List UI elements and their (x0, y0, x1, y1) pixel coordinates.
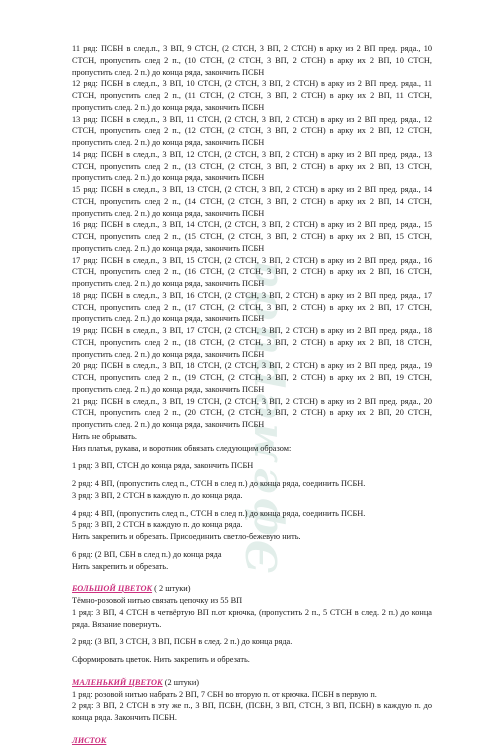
fasten-note: Нить закрепить и обрезать. Присоединить светло-бежевую нить. (72, 532, 301, 541)
edging-intro: Низ платья, рукава, и воротник обвязать следующим образом: (72, 443, 292, 453)
small-flower-line: 1 ряд: розовой нитью набрать 2 ВП, 7 СБН во вторую п. от крючка. ПСБН в первую п. (72, 689, 377, 699)
big-flower-line: Тёмно-розовой нитью связать цепочку из 55 ВП (72, 596, 243, 605)
row-20: 20 ряд: ПСБН в след.п., 3 ВП, 18 СТСН, (2 СТСН, 3 ВП, 2 СТСН) в арку из 2 ВП пред. ряда., 19 СТСН, пропустить след 2 п., (19 СТСН, (2 СТСН, 3 ВП, 2 СТСН) в арку их 2 ВП, 19 СТСН, пропустить след. 2 п.) до конца ряда, закончить ПСБН (72, 361, 432, 394)
edging-row-4: 4 ряд: 4 ВП, (пропустить след п., СТСН в след п.) до конца ряда, соединить ПСБН. (72, 508, 366, 518)
edging-row-1: 1 ряд: 3 ВП, СТСН до конца ряда, закончить ПСБН (72, 461, 254, 471)
row-19: 19 ряд: ПСБН в след.п., 3 ВП, 17 СТСН, (2 СТСН, 3 ВП, 2 СТСН) в арку из 2 ВП пред. ряда., 18 СТСН, пропустить след 2 п., (18 СТСН, (2 СТСН, 3 ВП, 2 СТСН) в арку их 2 ВП, 18 СТСН, пропустить след. 2 п.) до конца ряда, закончить ПСБН (72, 326, 432, 359)
big-flower-line: Сформировать цветок. Нить закрепить и обрезать. (72, 655, 250, 664)
row-21: 21 ряд: ПСБН в след.п., 3 ВП, 19 СТСН, (2 СТСН, 3 ВП, 2 СТСН) в арку из 2 ВП пред. ряда., 20 СТСН, пропустить след 2 п., (20 СТСН, (2 СТСН, 3 ВП, 2 СТСН) в арку их 2 ВП, 20 СТСН, пропустить след. 2 п.) до конца ряда, закончить ПСБН (72, 396, 432, 429)
leaf-heading (72, 735, 432, 747)
row-13: 13 ряд: ПСБН в след.п., 3 ВП, 11 СТСН, (2 СТСН, 3 ВП, 2 СТСН) в арку из 2 ВП пред. ряда., 12 СТСН, пропустить след 2 п., (12 СТСН, (2 СТСН, 3 ВП, 2 СТСН) в арку их 2 ВП, 12 СТСН, пропустить след. 2 п.) до конца ряда, закончить ПСБН (72, 114, 432, 147)
big-flower-line: 1 ряд: 3 ВП, 4 СТСН в четвёртую ВП п.от крючка, (пропустить 2 п., 5 СТСН в след. 2 п.) до конца ряда. Вязание повернуть. (72, 607, 432, 629)
edging-row-5: 5 ряд: 3 ВП, 2 СТСН в каждую п. до конца ряда. (72, 520, 243, 530)
leaf-title: ЛИСТОК (72, 735, 107, 745)
row-16: 16 ряд: ПСБН в след.п., 3 ВП, 14 СТСН, (2 СТСН, 3 ВП, 2 СТСН) в арку из 2 ВП пред. ряда., 15 СТСН, пропустить след 2 п., (15 СТСН, (2 СТСН, 3 ВП, 2 СТСН) в арку их 2 ВП, 15 СТСН, пропустить след. 2 п.) до конца ряда, закончить ПСБН (72, 220, 432, 253)
edging-row-2: 2 ряд: 4 ВП, (пропустить след п., СТСН в след п.) до конца ряда, соединить ПСБН. (72, 479, 366, 488)
small-flower-line: 2 ряд: 3 ВП, 2 СТСН в эту же п., 3 ВП, ПСБН, (ПСБН, 3 ВП, СТСН, 3 ВП, ПСБН) в каждую п. до конца ряда. Закончить ПСБН. (72, 701, 432, 722)
row-17: 17 ряд: ПСБН в след.п., 3 ВП, 15 СТСН, (2 СТСН, 3 ВП, 2 СТСН) в арку из 2 ВП пред. ряда., 16 СТСН, пропустить след 2 п., (16 СТСН, (2 СТСН, 3 ВП, 2 СТСН) в арку их 2 ВП, 16 СТСН, пропустить след. 2 п.) до конца ряда, закончить ПСБН (72, 255, 432, 288)
big-flower-heading (72, 583, 432, 595)
edging-row-3: 3 ряд: 3 ВП, 2 СТСН в каждую п. до конца ряда. (72, 490, 243, 500)
big-flower-title: БОЛЬШОЙ ЦВЕТОК (72, 584, 153, 594)
row-15: 15 ряд: ПСБН в след.п., 3 ВП, 13 СТСН, (2 СТСН, 3 ВП, 2 СТСН) в арку из 2 ВП пред. ряда., 14 СТСН, пропустить след 2 п., (14 СТСН, (2 СТСН, 3 ВП, 2 СТСН) в арку их 2 ВП, 14 СТСН, пропустить след. 2 п.) до конца ряда, закончить ПСБН (72, 185, 432, 218)
row-12: 12 ряд: ПСБН в след.п., 3 ВП, 10 СТСН, (2 СТСН, 3 ВП, 2 СТСН) в арку из 2 ВП пред. ряда., 11 СТСН, пропустить след 2 п., (11 СТСН, (2 СТСН, 3 ВП, 2 СТСН) в арку их 2 ВП, 11 СТСН, пропустить след. 2 п.) до конца ряда, закончить ПСБН (72, 79, 432, 112)
final-fasten-note: Нить закрепить и обрезать. (72, 561, 169, 571)
row-14: 14 ряд: ПСБН в след.п., 3 ВП, 12 СТСН, (2 СТСН, 3 ВП, 2 СТСН) в арку из 2 ВП пред. ряда., 13 СТСН, пропустить след 2 п., (13 СТСН, (2 СТСН, 3 ВП, 2 СТСН) в арку их 2 ВП, 13 СТСН, пропустить след. 2 п.) до конца ряда, закончить ПСБН (72, 149, 432, 183)
small-flower-heading (72, 677, 432, 689)
watermark: Эфемерида (238, 256, 287, 574)
row-11: 11 ряд: ПСБН в след.п., 3 ВП, 9 СТСН, (2 СТСН, 3 ВП, 2 СТСН) в арку из 2 ВП пред. ряда., 10 СТСН, пропустить след 2 п., (10 СТСН, (2 СТСН, 3 ВП, 2 СТСН) в арку их 2 ВП, 10 СТСН, пропустить след. 2 п.) до конца ряда, закончить ПСБН (72, 44, 432, 77)
big-flower-line: 2 ряд: (3 ВП, 3 СТСН, 3 ВП, ПСБН в след. 2 п.) до конца ряда. (72, 637, 293, 647)
small-flower-title: МАЛЕНЬКИЙ ЦВЕТОК (72, 677, 163, 687)
big-flower-qty: ( 2 штуки) (152, 584, 191, 594)
edging-row-6: 6 ряд: (2 ВП, СБН в след п.) до конца ряда (72, 549, 222, 559)
no-break-note: Нить не обрывать. (72, 431, 137, 441)
instructions-body (72, 43, 432, 747)
small-flower-qty: (2 штуки) (162, 677, 200, 687)
row-18: 18 ряд: ПСБН в след.п., 3 ВП, 16 СТСН, (2 СТСН, 3 ВП, 2 СТСН) в арку из 2 ВП пред. ряда., 17 СТСН, пропустить след 2 п., (17 СТСН, (2 СТСН, 3 ВП, 2 СТСН) в арку их 2 ВП, 17 СТСН, пропустить след. 2 п.) до конца ряда, закончить ПСБН (72, 290, 432, 324)
